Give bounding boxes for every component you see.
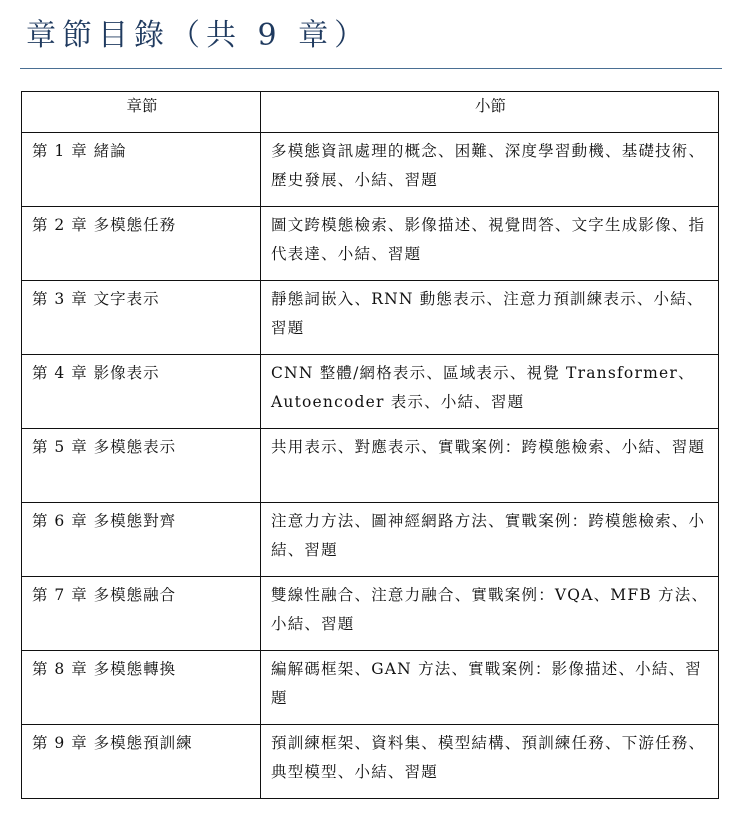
table-row (22, 133, 719, 207)
chapter-cell: 第 5 章 多模態表示 (22, 429, 261, 503)
sections-cell: 圖文跨模態檢索、影像描述、視覺問答、文字生成影像、指代表達、小結、習題 (261, 207, 719, 281)
chapter-table (21, 91, 719, 799)
sections-cell: 編解碼框架、GAN 方法、實戰案例：影像描述、小結、習題 (261, 651, 719, 725)
sections-cell: 多模態資訊處理的概念、困難、深度學習動機、基礎技術、歷史發展、小結、習題 (261, 133, 719, 207)
table-row (22, 207, 719, 281)
table-header-row (22, 92, 719, 133)
table-row (22, 355, 719, 429)
chapter-cell: 第 4 章 影像表示 (22, 355, 261, 429)
sections-cell: 靜態詞嵌入、RNN 動態表示、注意力預訓練表示、小結、習題 (261, 281, 719, 355)
table-row (22, 281, 719, 355)
table-row (22, 725, 719, 799)
chapter-cell: 第 8 章 多模態轉換 (22, 651, 261, 725)
title-divider (20, 68, 722, 69)
chapter-cell: 第 6 章 多模態對齊 (22, 503, 261, 577)
chapter-cell: 第 2 章 多模態任務 (22, 207, 261, 281)
page-title: 章節目錄（共 9 章） (26, 18, 371, 53)
sections-cell: 注意力方法、圖神經網路方法、實戰案例：跨模態檢索、小結、習題 (261, 503, 719, 577)
table-row (22, 503, 719, 577)
chapter-cell: 第 1 章 緒論 (22, 133, 261, 207)
sections-cell: CNN 整體/網格表示、區域表示、視覺 Transformer、Autoencoder 表示、小結、習題 (261, 355, 719, 429)
table-row (22, 577, 719, 651)
column-header-sections: 小節 (261, 92, 719, 133)
chapter-cell: 第 3 章 文字表示 (22, 281, 261, 355)
sections-cell: 雙線性融合、注意力融合、實戰案例：VQA、MFB 方法、小結、習題 (261, 577, 719, 651)
sections-cell: 共用表示、對應表示、實戰案例：跨模態檢索、小結、習題 (261, 429, 719, 503)
sections-cell: 預訓練框架、資料集、模型結構、預訓練任務、下游任務、典型模型、小結、習題 (261, 725, 719, 799)
chapter-cell: 第 7 章 多模態融合 (22, 577, 261, 651)
column-header-chapter: 章節 (22, 92, 261, 133)
table-row (22, 429, 719, 503)
chapter-cell: 第 9 章 多模態預訓練 (22, 725, 261, 799)
table-row (22, 651, 719, 725)
